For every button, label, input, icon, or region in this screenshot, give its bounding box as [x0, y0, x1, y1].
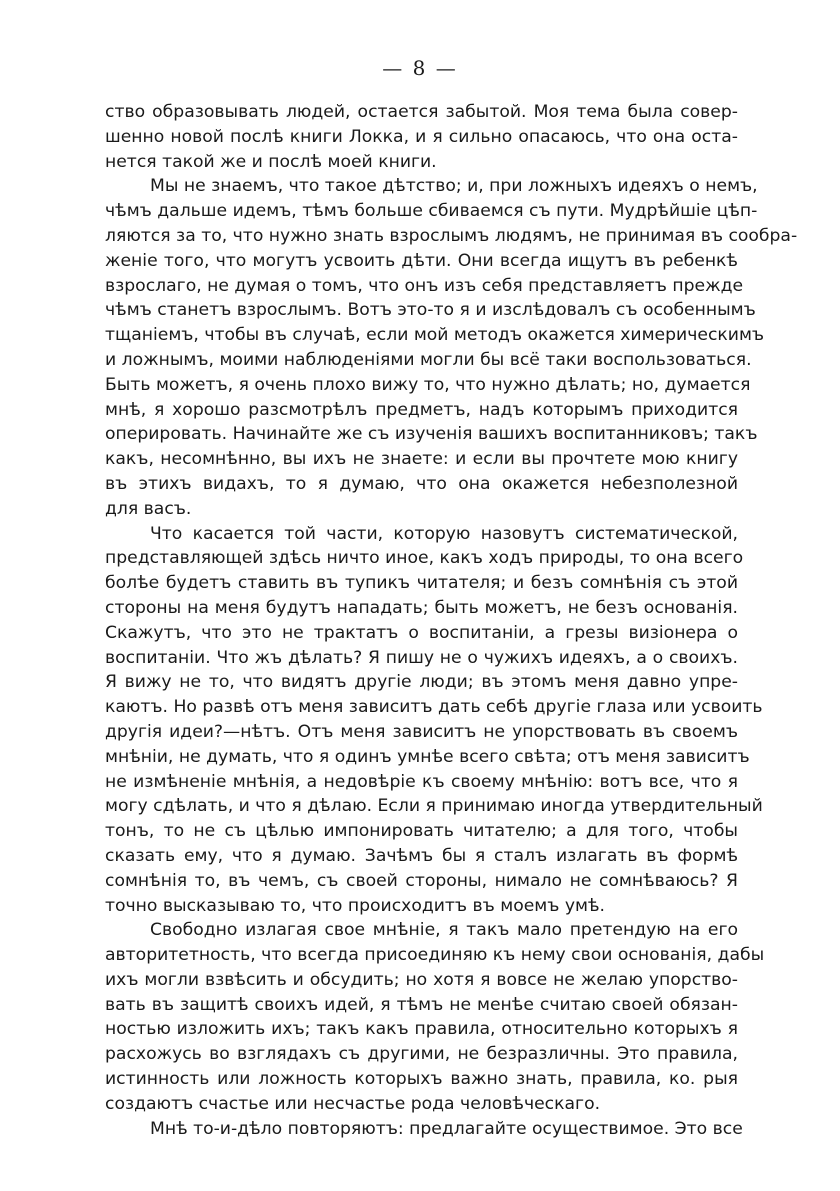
text-line: Что касается той части, которую назовутъ систематической, [150, 523, 738, 544]
text-line: ляются за то, что нужно знать взрослымъ людямъ, не принимая въ сообра- [105, 225, 798, 246]
text-line: тонъ, то не съ цѣлью импонировать читателю; а для того, чтобы [105, 821, 738, 842]
text-line: оперировать. Начинайте же съ изученiя вашихъ воспитанниковъ; такъ [105, 424, 758, 445]
text-line: взрослаго, не думая о томъ, что онъ изъ себя представляетъ прежде [105, 275, 744, 296]
paragraph [105, 1117, 743, 1142]
text-line: Мнѣ то-и-дѣло повторяютъ: предлагайте осуществимое. Это все [150, 1118, 743, 1139]
text-line: сомнѣнiя то, въ чемъ, съ своей стороны, нимало не сомнѣваюсь? Я [105, 870, 738, 891]
text-line: стороны на меня будутъ нападать; быть можетъ, не безъ основанiя. [105, 597, 738, 618]
text-line: шенно новой послѣ книги Локка, и я сильно опасаюсь, что она оста- [105, 126, 738, 147]
text-line: Я вижу не то, что видятъ другiе люди; въ этомъ меня давно упре- [105, 672, 738, 693]
text-line: другiя идеи?—нѣтъ. Отъ меня зависитъ не упорствовать въ своемъ [105, 721, 738, 742]
body-text [105, 100, 798, 1141]
text-line: не измѣненiе мнѣнiя, а недовѣрiе къ своему мнѣнiю: вотъ все, что я [105, 771, 738, 792]
text-line: ихъ могли взвѣсить и обсудить; но хотя я вовсе не желаю упорство- [105, 969, 738, 990]
text-line: создаютъ счастье или несчастье рода человѣческаго. [105, 1093, 601, 1114]
text-line: въ этихъ видахъ, то я думаю, что она окажется небезполезной [105, 473, 738, 494]
text-line: Мы не знаемъ, что такое дѣтство; и, при ложныхъ идеяхъ о немъ, [150, 176, 758, 197]
text-line: мнѣ, я хорошо разсмотрѣлъ предметъ, надъ которымъ приходится [105, 399, 738, 420]
text-line: ностью изложить ихъ; такъ какъ правила, относительно которыхъ я [105, 1019, 738, 1040]
text-line: Быть можетъ, я очень плохо вижу то, что нужно дѣлать; но, думается [105, 374, 751, 395]
text-line: и ложнымъ, моими наблюденiями могли бы всё таки воспользоваться. [105, 349, 752, 370]
text-line: авторитетность, что всегда присоединяю къ нему свои основанiя, дабы [105, 945, 765, 966]
text-line: истинность или ложность которыхъ важно знать, правила, ко. рыя [105, 1069, 738, 1090]
text-line: болѣе будетъ ставить въ тупикъ читателя; и безъ сомнѣнiя съ этой [105, 573, 738, 594]
text-line: мнѣнiи, не думать, что я одинъ умнѣе всего свѣта; отъ меня зависитъ [105, 746, 750, 767]
paragraph [105, 174, 798, 521]
text-line: женiе того, что могутъ усвоить дѣти. Они всегда ищутъ въ ребенкѣ [105, 250, 738, 271]
text-line: какъ, несомнѣнно, вы ихъ не знаете: и если вы прочтете мою книгу [105, 449, 738, 470]
text-line: чѣмъ станетъ взрослымъ. Вотъ это-то я и изслѣдовалъ съ особеннымъ [105, 300, 756, 321]
text-line: Свободно излагая свое мнѣнiе, я такъ мало претендую на его [150, 920, 738, 941]
text-line: точно высказываю то, что происходитъ въ моемъ умѣ. [105, 895, 606, 916]
text-line: воспитанiи. Что жъ дѣлать? Я пишу не о чужихъ идеяхъ, а о своихъ. [105, 647, 738, 668]
text-line: сказать ему, что я думаю. Зачѣмъ бы я сталъ излагать въ формѣ [105, 845, 738, 866]
text-line: могу сдѣлать, и что я дѣлаю. Если я принимаю иногда утвердительный [105, 796, 763, 817]
text-line: вать въ защитѣ своихъ идей, я тѣмъ не менѣе считаю своей обязан- [105, 994, 738, 1015]
text-line: расхожусь во взглядахъ съ другими, не безразличны. Это правила, [105, 1044, 738, 1065]
text-line: тщанiемъ, чтобы въ случаѣ, если мой методъ окажется химерическимъ [105, 325, 765, 346]
text-line: для васъ. [105, 498, 192, 519]
page-number: — 8 — [382, 56, 458, 80]
paragraph [105, 522, 763, 919]
text-line: представляющей здѣсь ничто иное, какъ ходъ природы, то она всего [105, 548, 744, 569]
text-line: каютъ. Но развѣ отъ меня зависитъ дать себѣ другiе глаза или усвоить [105, 697, 763, 718]
text-line: нется такой же и послѣ моей книги. [105, 151, 437, 172]
paragraph [105, 100, 738, 174]
text-line: ство образовывать людей, остается забытой. Моя тема была совер- [105, 102, 738, 122]
text-line: чѣмъ дальше идемъ, тѣмъ больше сбиваемся съ пути. Мудрѣйшiе цѣп- [105, 201, 758, 222]
paragraph [105, 918, 765, 1116]
text-line: Скажутъ, что это не трактатъ о воспитанiи, а грезы визiонера о [105, 622, 738, 643]
